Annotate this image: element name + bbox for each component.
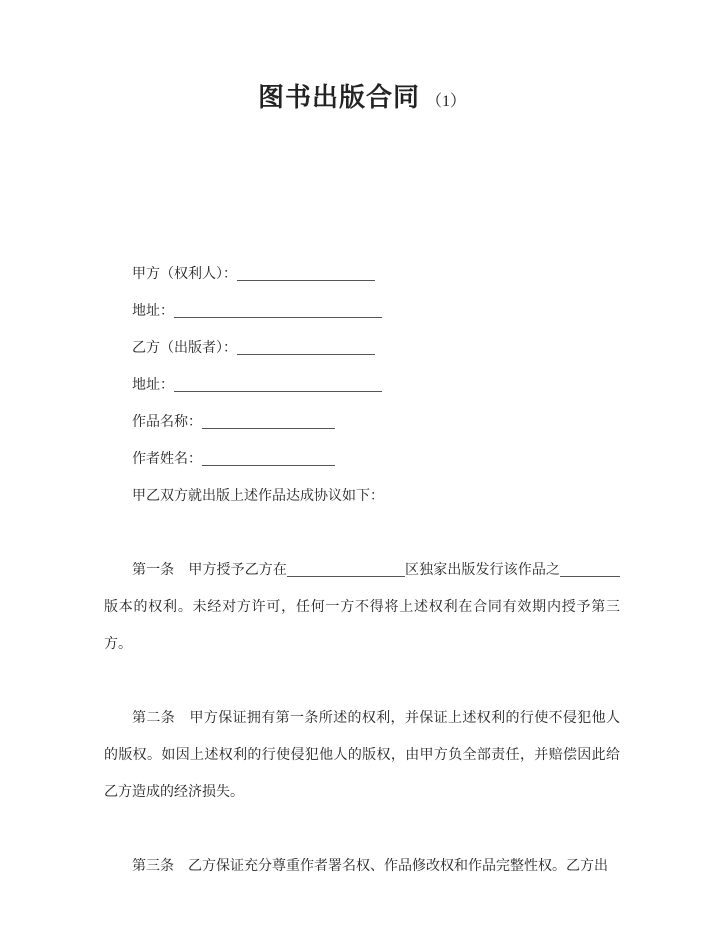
field-label-author-name: 作者姓名： — [132, 452, 202, 467]
field-label-party-a-address: 地址： — [132, 304, 174, 319]
field-blank-party-a-address — [174, 303, 382, 318]
field-row-party-b — [132, 330, 620, 367]
field-label-work-title: 作品名称： — [132, 415, 202, 430]
article-2-number: 第二条 — [132, 711, 190, 726]
article-2-text: 甲方保证拥有第一条所述的权利，并保证上述权利的行使不侵犯他人的版权。如因上述权利的行使侵犯他人的版权，由甲方负全部责任，并赔偿因此给乙方造成的经济损失。 — [104, 711, 621, 800]
field-label-party-b: 乙方（出版者）： — [132, 341, 237, 356]
field-row-party-a-address — [132, 293, 620, 330]
document-title-number: （1） — [426, 93, 467, 110]
article-1 — [104, 552, 620, 663]
article-3-number: 第三条 — [132, 859, 188, 874]
articles-section — [104, 552, 620, 885]
field-blank-party-b — [237, 340, 375, 355]
field-blank-work-title — [202, 414, 335, 429]
document-title-text: 图书出版合同 — [257, 83, 420, 112]
article-1-text: 甲方授予乙方在 — [188, 563, 287, 578]
document-title — [104, 84, 620, 116]
field-row-party-a — [132, 256, 620, 293]
article-1-text: 版本的权利。未经对方许可，任何一方不得将上述权利在合同有效期内授予第三方。 — [104, 600, 620, 652]
party-info-fields — [132, 256, 620, 478]
article-1-number: 第一条 — [132, 563, 189, 578]
field-label-party-b-address: 地址： — [132, 378, 174, 393]
intro-line: 甲乙双方就出版上述作品达成协议如下： — [132, 489, 384, 504]
article-2 — [104, 700, 620, 811]
field-label-party-a: 甲方（权利人）： — [132, 267, 237, 282]
field-row-work-title — [132, 404, 620, 441]
blank-fill-line — [560, 562, 620, 577]
article-1-text: 区独家出版发行该作品之 — [404, 563, 561, 578]
article-3-text: 乙方保证充分尊重作者署名权、作品修改权和作品完整性权。乙方出 — [188, 859, 608, 874]
field-row-author-name — [132, 441, 620, 478]
field-blank-party-b-address — [174, 377, 382, 392]
field-row-party-b-address — [132, 367, 620, 404]
field-blank-party-a — [237, 266, 375, 281]
blank-fill-line — [287, 562, 405, 577]
field-blank-author-name — [202, 451, 335, 466]
article-3 — [104, 848, 620, 885]
